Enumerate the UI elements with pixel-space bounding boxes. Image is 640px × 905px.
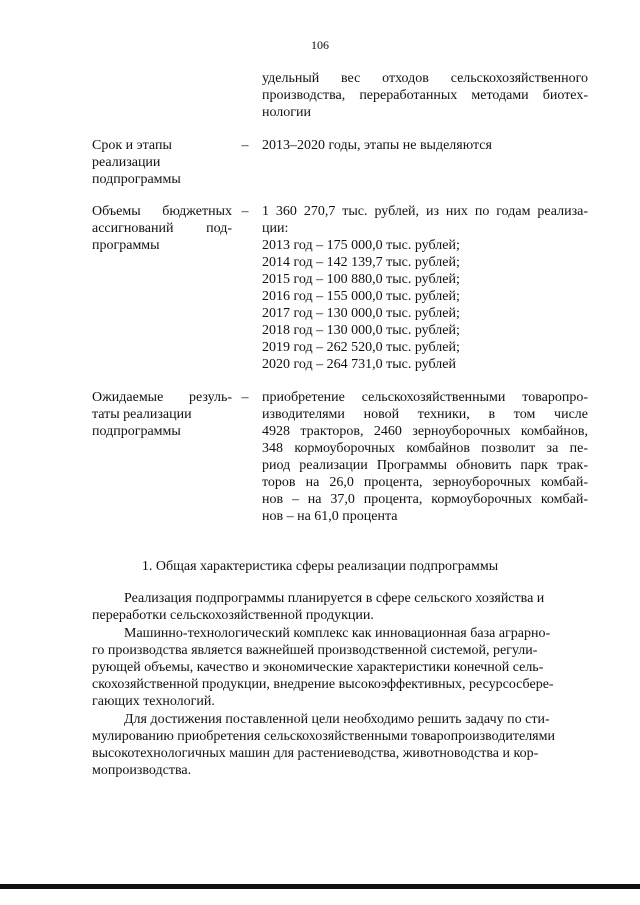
row-value: 2013–2020 годы, этапы не выделяются [262, 138, 492, 153]
text-line: мулированию приобретения сельскохозяйственными товаропроизводителями [92, 729, 555, 744]
text-line: скохозяйственной продукции, внедрение высокоэффективных, ресурсосбере- [92, 677, 554, 692]
row-label: Ожидаемые резуль- таты реализации подпрограммы [92, 390, 232, 439]
text-line: высокотехнологичных машин для растениеводства, животноводства и кор- [92, 746, 539, 761]
text-line: производства, переработанных методами биотех- [262, 88, 588, 103]
continuation-text [262, 70, 588, 121]
paragraph [92, 711, 588, 779]
text-line: мопроизводства. [92, 763, 192, 778]
text-line: Реализация подпрограммы планируется в сфере сельского хозяйства и [124, 591, 545, 606]
row-dash: – [241, 138, 249, 153]
bottom-border [0, 884, 640, 889]
row-dash: – [241, 390, 249, 405]
text-line: удельный вес отходов сельскохозяйственного [262, 71, 588, 86]
section-heading: 1. Общая характеристика сферы реализации подпрограммы [141, 559, 499, 574]
page-number: 106 [311, 38, 329, 52]
paragraph [92, 590, 588, 624]
text-line: гающих технологий. [92, 694, 215, 709]
text-line: го производства является важнейшей производственной системой, регули- [92, 643, 538, 658]
text-line: Машинно-технологический комплекс как инновационная база аграрно- [124, 626, 551, 641]
row-dash: – [241, 204, 249, 219]
text-line: рующей объемы, качество и экономические характеристики конечной сель- [92, 660, 544, 675]
row-value: 1 360 270,7 тыс. рублей, из них по годам реализа- ции: 2013 год – 175 000,0 тыс. рублей; 2014 год – 142 139,7 тыс. рублей; 2015 год – 100 880,0 тыс. рублей; 2016 год – 155 000,0 тыс. рублей; 2017 год – 130 000,0 тыс. рублей; 2018 год – 130 000,0 тыс. рублей; 2019 год – 262 520,0 тыс. рублей; 2020 год – 264 731,0 тыс. рублей [262, 204, 588, 372]
text-line: Для достижения поставленной цели необходимо решить задачу по сти- [124, 712, 550, 727]
row-label: Объемы бюджетных ассигнований под- программы [92, 204, 232, 253]
row-label: Срок и этапы реализации подпрограммы [92, 138, 181, 187]
paragraph [92, 625, 588, 710]
text-line: нологии [262, 105, 312, 120]
row-value: приобретение сельскохозяйственными товаропро- изводителями новой техники, в том числе 4928 тракторов, 2460 зерноуборочных комбайнов, 348 кормоуборочных комбайнов позволит за пе- риод реализации Программы обновить парк трак- торов на 26,0 процента, зерноуборочных комбай- нов – на 37,0 процента, кормоуборочных комбай- нов – на 61,0 процента [262, 390, 588, 524]
text-line: переработки сельскохозяйственной продукции. [92, 608, 374, 623]
